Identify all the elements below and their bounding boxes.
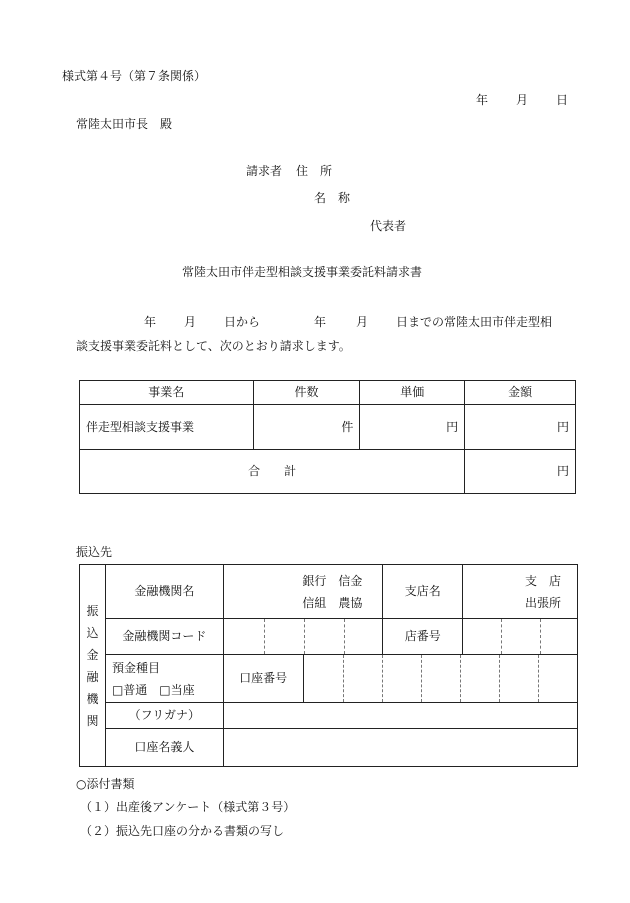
fee-row-price: 円 (360, 405, 465, 450)
body-year-1: 年 (144, 315, 157, 329)
side-char: 関 (86, 713, 99, 728)
deposit-type-cell[interactable] (105, 655, 223, 703)
representative-label: 代表者 (370, 219, 407, 233)
branch-type-2: 出張所 (524, 595, 561, 610)
attachments-title: ○添付書類 (76, 777, 135, 791)
body-from: 日から (224, 315, 261, 329)
account-no-field[interactable] (303, 655, 577, 703)
requester-label: 請求者 (246, 164, 283, 178)
branch-no-label: 店番号 (383, 619, 463, 655)
attachment-item-2: （２）振込先口座の分かる書類の写し (80, 824, 285, 838)
body-month-1: 月 (184, 315, 197, 329)
branch-label: 支店名 (383, 565, 463, 619)
side-char: 込 (86, 625, 99, 640)
date-month-label: 月 (516, 93, 529, 107)
form-number: 様式第４号（第７条関係） (62, 69, 207, 83)
side-char: 融 (86, 669, 99, 684)
body-year-2: 年 (314, 315, 327, 329)
furigana-field[interactable] (223, 703, 577, 729)
code-field[interactable] (223, 619, 383, 655)
fee-table (79, 380, 576, 494)
deposit-type-label: 預金種目 (111, 660, 160, 675)
addressee: 常陸太田市長 殿 (76, 117, 173, 131)
bank-type-1: 銀行 信金 (302, 573, 363, 588)
fee-total-label: 合 計 (80, 450, 465, 494)
holder-field[interactable] (223, 729, 577, 767)
attachment-item-1: （１）出産後アンケート（様式第３号） (80, 800, 296, 814)
side-char: 金 (86, 647, 99, 662)
deposit-options[interactable]: □普通 □当座 (111, 682, 195, 697)
fee-header-count: 件数 (253, 381, 360, 405)
side-char: 機 (86, 691, 99, 706)
branch-no-field[interactable] (463, 619, 578, 655)
address-label: 住 所 (296, 164, 333, 178)
fee-row-name: 伴走型相談支援事業 (80, 405, 254, 450)
side-char: 振 (86, 603, 99, 618)
branch-field[interactable] (463, 565, 578, 619)
holder-label: 口座名義人 (105, 729, 223, 767)
document-title: 常陸太田市伴走型相談支援事業委託料請求書 (182, 265, 423, 279)
account-no-label: 口座番号 (223, 655, 303, 703)
body-month-2: 月 (356, 315, 369, 329)
furigana-label: （フリガナ） (105, 703, 223, 729)
date-day-label: 日 (556, 93, 569, 107)
body-to: 日までの常陸太田市伴走型相 (396, 315, 553, 329)
date-year-label: 年 (476, 93, 489, 107)
institution-field[interactable] (223, 565, 383, 619)
code-label: 金融機関コード (105, 619, 223, 655)
fee-row-count: 件 (253, 405, 360, 450)
name-label: 名 称 (314, 191, 351, 205)
fee-header-price: 単価 (360, 381, 465, 405)
bank-section-label: 振込先 (76, 545, 113, 559)
bank-type-2: 信組 農協 (302, 595, 363, 610)
body-line-2: 談支援事業委託料として、次のとおり請求します。 (76, 339, 351, 353)
fee-row-amount: 円 (465, 405, 576, 450)
branch-type-1: 支 店 (524, 573, 561, 588)
institution-label: 金融機関名 (105, 565, 223, 619)
bank-table (79, 564, 578, 767)
fee-header-name: 事業名 (80, 381, 254, 405)
bank-side-label (80, 565, 106, 767)
fee-total-amount: 円 (465, 450, 576, 494)
fee-header-amount: 金額 (465, 381, 576, 405)
